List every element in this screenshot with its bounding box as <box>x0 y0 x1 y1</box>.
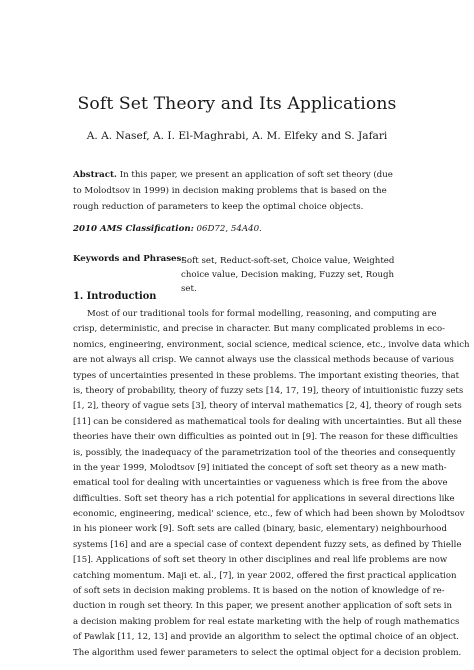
paragraph-line: nomics, engineering, environment, social science, medical science, etc., involve data which <box>73 339 470 350</box>
paragraph-line: of Pawlak [11, 12, 13] and provide an algorithm to select the optimal choice of an object. <box>73 632 460 643</box>
section-heading: 1. Introduction <box>73 291 157 302</box>
abstract <box>73 167 403 215</box>
ams-classification-value: 06D72, 54A40. <box>196 224 262 234</box>
paper-title: Soft Set Theory and Its Applications <box>77 94 397 114</box>
paragraph-line: Most of our traditional tools for formal modelling, reasoning, and computing are <box>87 309 437 319</box>
paragraph-line: catching momentum. Maji et. al., [7], in year 2002, offered the first practical application <box>73 570 457 581</box>
paragraph-line: of soft sets in decision making problems. It is based on the notion of knowledge of re- <box>73 586 445 597</box>
paragraph-line: systems [16] and are a special case of context dependent fuzzy sets, as defined by Thielle <box>73 539 462 550</box>
paragraph-line: is, theory of probability, theory of fuzzy sets [14, 17, 19], theory of intuitionistic fuzzy sets <box>73 385 464 396</box>
paragraph-line: are not always all crisp. We cannot always use the classical methods because of various <box>73 355 454 366</box>
paragraph-line: a decision making problem for real estate marketing with the help of rough mathematics <box>73 616 460 627</box>
keywords-text: Soft set, Reduct-soft-set, Choice value, Weighted choice value, Decision making, Fuzzy set, Rough set. <box>181 256 395 294</box>
paragraph-line: in his pioneer work [9]. Soft sets are called (binary, basic, elementary) neighbourhood <box>73 524 447 535</box>
paragraph-line: [1, 2], theory of vague sets [3], theory of interval mathematics [2, 4], theory of rough sets <box>73 401 462 412</box>
paragraph-line: in the year 1999, Molodtsov [9] initiated the concept of soft set theory as a new math- <box>73 462 447 473</box>
ams-classification <box>73 224 403 234</box>
paragraph-line: The algorithm used fewer parameters to select the optimal object for a decision problem. <box>73 647 462 658</box>
paragraph-line: [11] can be considered as mathematical tools for dealing with uncertainties. But all these <box>73 416 462 427</box>
paragraph-line: ematical tool for dealing with uncertainties or vagueness which is free from the above <box>73 478 448 489</box>
paragraph-line: [15]. Applications of soft set theory in other disciplines and real life problems are now <box>73 555 448 566</box>
introduction-body <box>73 307 470 661</box>
paragraph-line: crisp, deterministic, and precise in character. But many complicated problems in eco- <box>73 324 446 335</box>
ams-classification-label: 2010 AMS Classification: <box>73 224 194 234</box>
paragraph-line: is, possibly, the inadequacy of the parametrization tool of the theories and consequently <box>73 447 456 458</box>
author-list: A. A. Nasef, A. I. El-Maghrabi, A. M. Elfeky and S. Jafari <box>86 130 388 142</box>
paragraph-line: types of uncertainties presented in these problems. The important existing theories, that <box>73 370 460 381</box>
paragraph-line: duction in rough set theory. In this paper, we present another application of soft sets in <box>73 601 453 612</box>
paragraph-line: difficulties. Soft set theory has a rich potential for applications in several directions like <box>73 493 455 504</box>
abstract-text: In this paper, we present an application of soft set theory (due to Molodtsov in 1999) in decision making problems that is based on the rough reduction of parameters to keep the optimal choice objects. <box>73 170 393 212</box>
paragraph-line: economic, engineering, medical' science, etc., few of which had been shown by Molodtsov <box>73 509 465 520</box>
keywords-label: Keywords and Phrases: <box>73 254 185 264</box>
paragraph-line: theories have their own difficulties as pointed out in [9]. The reason for these difficulties <box>73 432 458 443</box>
abstract-label: Abstract. <box>73 170 117 180</box>
